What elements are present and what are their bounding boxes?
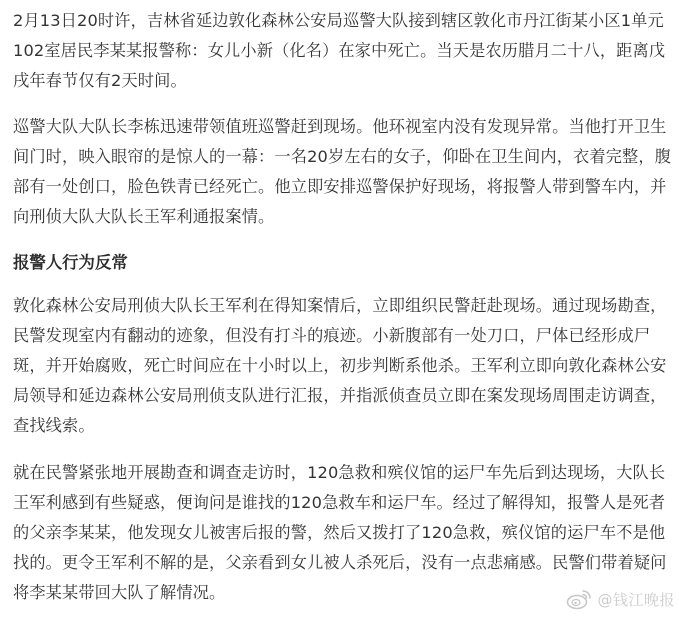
- paragraph-1: [13, 6, 665, 96]
- paragraph-line: 查找线索。: [13, 416, 95, 435]
- paragraph-line: 民警发现室内有翻动的迹象，但没有打斗的痕迹。小新腹部有一处刀口，尸体已经形成尸: [13, 326, 651, 345]
- paragraph-4: [13, 458, 667, 608]
- paragraph-line: 敦化森林公安局刑侦大队长王军利在得知案情后，立即组织民警赶赴现场。通过现场勘查，: [13, 296, 667, 315]
- weibo-logo-icon: [566, 588, 592, 610]
- paragraph-line: 局领导和延边森林公安局刑侦支队进行汇报，并指派侦查员立即在案发现场周围走访调查，: [13, 386, 667, 405]
- weibo-watermark: [566, 587, 675, 611]
- paragraph-line: 102室居民李某某报警称：女儿小新（化名）在家中死亡。当天是农历腊月二十八，距离戊: [13, 41, 666, 60]
- paragraph-line: 2月13日20时许，吉林省延边敦化森林公安局巡警大队接到辖区敦化市丹江街某小区1单元: [13, 11, 664, 30]
- watermark-text: @钱江晚报: [597, 590, 675, 609]
- section-heading: 报警人行为反常: [13, 253, 128, 272]
- paragraph-line: 巡警大队大队长李栋迅速带领值班巡警赶到现场。他环视室内没有发现异常。当他打开卫生: [13, 117, 667, 136]
- paragraph-line: 王军利感到有些疑惑，便询问是谁找的120急救车和运尸车。经过了解得知，报警人是死者: [13, 493, 666, 512]
- paragraph-line: 找的。更令王军利不解的是，父亲看到女儿被人杀死后，没有一点悲痛感。民警们带着疑问: [13, 553, 667, 572]
- paragraph-line: 就在民警紧张地开展勘查和调查走访时，120急救和殡仪馆的运尸车先后到达现场，大队长: [13, 463, 666, 482]
- paragraph-line: 斑，并开始腐败，死亡时间应在十小时以上，初步判断系他杀。王军利立即向敦化森林公安: [13, 356, 667, 375]
- paragraph-3: [13, 291, 667, 441]
- paragraph-2: [13, 112, 671, 232]
- paragraph-line: 戌年春节仅有2天时间。: [13, 71, 187, 90]
- paragraph-line: 间门时，映入眼帘的是惊人的一幕：一名20岁左右的女子，仰卧在卫生间内，衣着完整，腹: [13, 147, 672, 166]
- paragraph-line: 部有一处创口，脸色铁青已经死亡。他立即安排巡警保护好现场，将报警人带到警车内，并: [13, 177, 667, 196]
- paragraph-line: 的父亲李某某，他发现女儿被害后报的警，然后又拨打了120急救，殡仪馆的运尸车不是他: [13, 523, 666, 542]
- paragraph-line: 向刑侦大队大队长王军利通报案情。: [13, 207, 275, 226]
- paragraph-line: 将李某某带回大队了解情况。: [13, 583, 226, 602]
